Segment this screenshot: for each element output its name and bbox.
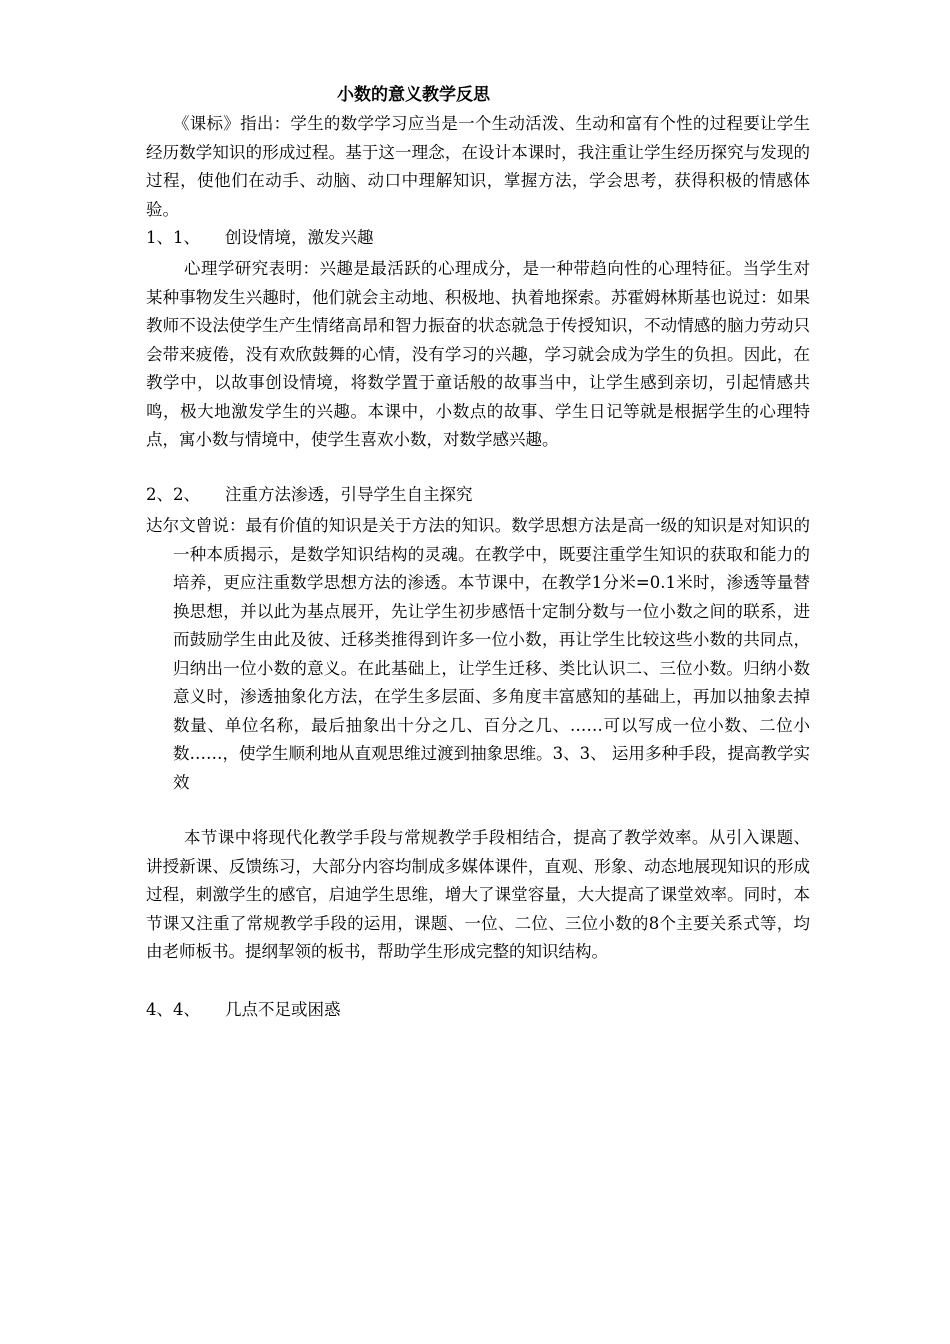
section-number-1: 1、1、: [146, 228, 200, 247]
document-title: 小数的意义教学反思: [337, 85, 490, 105]
section-heading-1: [146, 224, 810, 253]
section-title-4: 几点不足或困惑: [224, 1000, 341, 1019]
section-heading-2: [146, 481, 810, 510]
section-paragraph-3: 本节课中将现代化教学手段与常规教学手段相结合，提高了教学效率。从引入课题、讲授新课、反馈练习，大部分内容均制成多媒体课件，直观、形象、动态地展现知识的形成过程，刺激学生的感官，启迪学生思维，增大了课堂容量，大大提高了课堂效率。同时，本节课又注重了常规教学手段的运用，课题、一位、二位、三位小数的8个主要关系式等，均由老师板书。提纲挈领的板书，帮助学生形成完整的知识结构。: [146, 828, 810, 961]
section-paragraph-1: 心理学研究表明：兴趣是最活跃的心理成分，是一种带趋向性的心理特征。当学生对某种事物发生兴趣时，他们就会主动地、积极地、执着地探索。苏霍姆林斯基也说过：如果教师不设法使学生产生情绪高昂和智力振奋的状态就急于传授知识，不动情感的脑力劳动只会带来疲倦，没有欢欣鼓舞的心情，没有学习的兴趣，学习就会成为学生的负担。因此，在教学中，以故事创设情境，将数学置于童话般的故事当中，让学生感到亲切，引起情感共鸣，极大地激发学生的兴趣。本课中，小数点的故事、学生日记等就是根据学生的心理特点，寓小数与情境中，使学生喜欢小数，对数学感兴趣。: [146, 259, 810, 449]
section-number-2: 2、2、: [146, 485, 200, 504]
section-text-2: 达尔文曾说：最有价值的知识是关于方法的知识。数学思想方法是高一级的知识是对知识的一种本质揭示，是数学知识结构的灵魂。在教学中，既要注重学生知识的获取和能力的培养，更应注重数学思想方法的渗透。本节课中，在教学1分米=0.1米时，渗透等量替换思想，并以此为基点展开，先让学生初步感悟十定制分数与一位小数之间的联系，进而鼓励学生由此及彼、迁移类推得到许多一位小数，再让学生比较这些小数的共同点，归纳出一位小数的意义。在此基础上，让学生迁移、类比认识二、三位小数。归纳小数意义时，渗透抽象化方法，在学生多层面、多角度丰富感知的基础上，再加以抽象去掉数量、单位名称，最后抽象出十分之几、百分之几、……可以写成一位小数、二位小数……，使学生顺利地从直观思维过渡到抽象思维。: [146, 516, 810, 763]
section-title-1: 创设情境，激发兴趣: [224, 228, 374, 247]
section-heading-4: [146, 996, 810, 1025]
intro-paragraph: 《课标》指出：学生的数学学习应当是一个生动活泼、生动和富有个性的过程要让学生经历数学知识的形成过程。基于这一理念，在设计本课时，我注重让学生经历探究与发现的过程，使他们在动手、动脑、动口中理解知识，掌握方法，学会思考，获得积极的情感体验。: [146, 114, 810, 219]
section-title-2: 注重方法渗透，引导学生自主探究: [224, 485, 473, 504]
section-paragraph-2: [146, 512, 810, 797]
section-heading-3-inline: 3、3、 运用多种手段，提高教学实效: [173, 744, 811, 792]
section-number-4: 4、4、: [146, 1000, 200, 1019]
